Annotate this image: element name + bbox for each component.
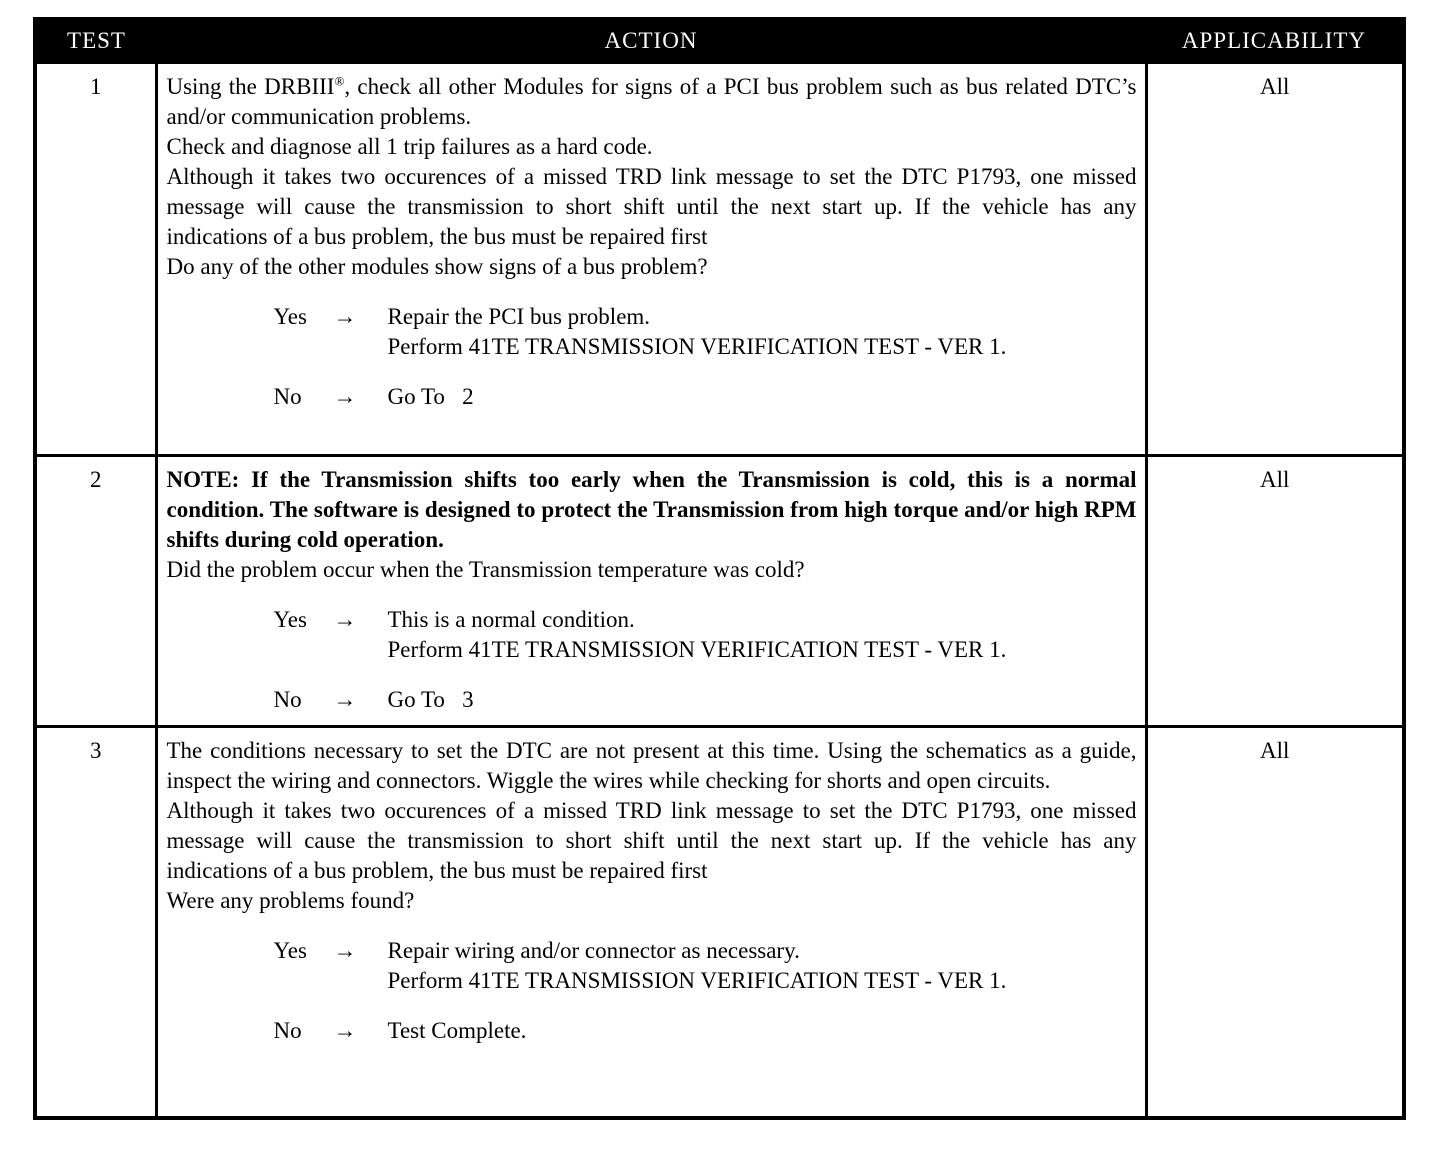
table-row <box>35 456 1404 727</box>
outcome-no <box>167 685 1137 715</box>
yes-label: Yes <box>273 607 307 632</box>
test-number: 3 <box>35 727 156 1118</box>
action-question: Do any of the other modules show signs of a bus problem? <box>166 254 708 279</box>
table-row <box>35 727 1404 1118</box>
outcomes <box>167 302 1137 412</box>
arrow-icon: → <box>333 1018 357 1043</box>
yes-result-line: Perform 41TE TRANSMISSION VERIFICATION TEST - VER 1. <box>387 334 1007 359</box>
yes-label: Yes <box>273 304 307 329</box>
header-test: TEST <box>35 19 156 63</box>
action-question: Did the problem occur when the Transmission temperature was cold? <box>166 557 805 582</box>
yes-result-line: Repair the PCI bus problem. <box>387 304 651 329</box>
no-result <box>388 382 1137 412</box>
action-paragraph: Although it takes two occurences of a missed TRD link message to set the DTC P1793, one missed message will cause the transmission to short shift until the next start up. If the vehicle has any indications of a bus problem, the bus must be repaired first <box>166 798 1137 883</box>
outcomes <box>167 605 1137 715</box>
action-paragraph <box>167 72 1137 132</box>
header-applicability: APPLICABILITY <box>1146 19 1404 63</box>
arrow-icon: → <box>333 607 357 632</box>
applicability-value: All <box>1146 727 1404 1118</box>
yes-label: Yes <box>273 938 307 963</box>
diagnostic-page <box>33 17 1402 1120</box>
no-label: No <box>273 384 302 409</box>
action-paragraph: The conditions necessary to set the DTC are not present at this time. Using the schematics as a guide, inspect the wiring and connectors. Wiggle the wires while checking for shorts and open circuits. <box>166 738 1137 793</box>
no-result <box>388 685 1137 715</box>
outcome-yes <box>167 605 1137 665</box>
no-result-line: Go To 2 <box>387 384 474 409</box>
outcome-no <box>167 382 1137 412</box>
action-cell <box>156 456 1146 727</box>
outcome-yes <box>167 302 1137 362</box>
yes-result <box>388 302 1137 362</box>
action-question: Were any problems found? <box>166 888 415 913</box>
no-label: No <box>273 687 302 712</box>
test-number: 1 <box>35 63 156 456</box>
table-row <box>35 63 1404 456</box>
outcome-no <box>167 1016 1137 1046</box>
table-header-row <box>35 19 1404 63</box>
yes-result-line: Repair wiring and/or connector as necessary. <box>387 938 800 963</box>
applicability-value: All <box>1146 456 1404 727</box>
action-cell <box>156 727 1146 1118</box>
test-number: 2 <box>35 456 156 727</box>
outcome-yes <box>167 936 1137 996</box>
header-action: ACTION <box>156 19 1146 63</box>
action-note: NOTE: If the Transmission shifts too early when the Transmission is cold, this is a normal condition. The software is designed to protect the Transmission from high torque and/or high RPM shifts during cold operation. <box>166 467 1137 552</box>
yes-result <box>388 605 1137 665</box>
arrow-icon: → <box>333 687 357 712</box>
action-cell <box>156 63 1146 456</box>
yes-result <box>388 936 1137 996</box>
yes-result-line: This is a normal condition. <box>387 607 635 632</box>
registered-mark: ® <box>334 73 345 89</box>
action-paragraph: Although it takes two occurences of a missed TRD link message to set the DTC P1793, one missed message will cause the transmission to short shift until the next start up. If the vehicle has any indications of a bus problem, the bus must be repaired first <box>166 164 1137 249</box>
action-text: , check all other Modules for signs of a PCI bus problem such as bus related DTC’s and/or communication problems. <box>166 74 1137 129</box>
yes-result-line: Perform 41TE TRANSMISSION VERIFICATION TEST - VER 1. <box>387 637 1007 662</box>
no-label: No <box>273 1018 302 1043</box>
arrow-icon: → <box>333 938 357 963</box>
arrow-icon: → <box>333 384 357 409</box>
action-text: Using the DRBIII <box>166 74 335 99</box>
arrow-icon: → <box>333 304 357 329</box>
yes-result-line: Perform 41TE TRANSMISSION VERIFICATION TEST - VER 1. <box>387 968 1007 993</box>
no-result-line: Test Complete. <box>387 1018 527 1043</box>
no-result-line: Go To 3 <box>387 687 474 712</box>
outcomes <box>167 936 1137 1046</box>
action-paragraph: Check and diagnose all 1 trip failures as a hard code. <box>166 134 653 159</box>
diagnostic-table <box>33 17 1406 1120</box>
applicability-value: All <box>1146 63 1404 456</box>
no-result <box>388 1016 1137 1046</box>
